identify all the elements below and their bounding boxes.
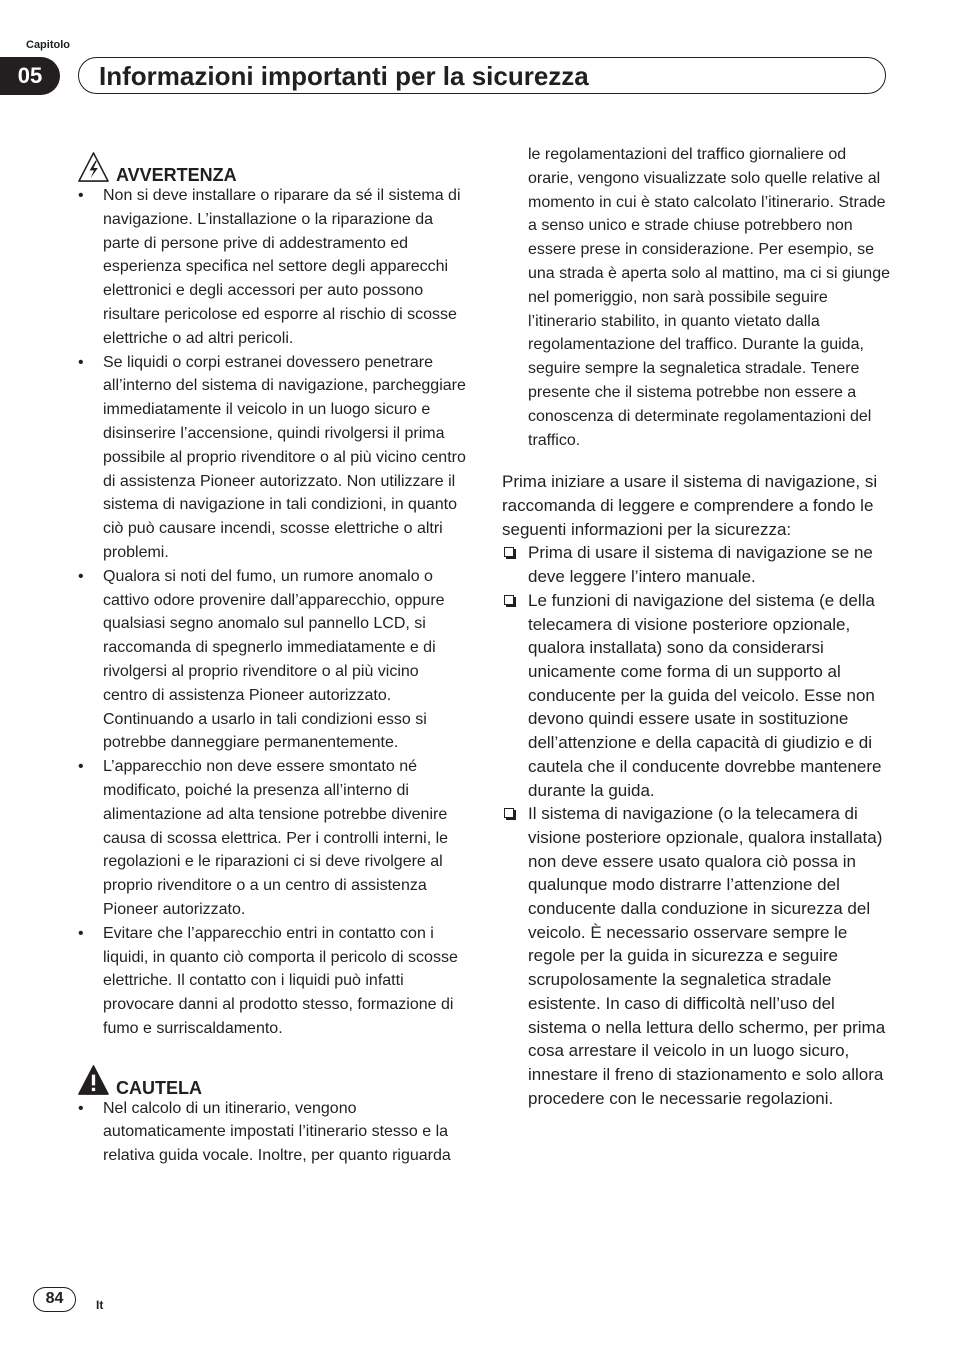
- list-item: • Se liquidi o corpi estranei dovessero penetrare all’interno del sistema di navigazione, parcheggiare immediatamente il veicolo in un luogo sicuro e disinserire l’accensione, quindi rivolgersi il prima possibile al proprio rivenditore o al più vicino centro di assistenza Pioneer autorizzato. Non utilizzare il sistema di navigazione in tali condizioni, in quanto ciò può causare incendi, scosse elettriche o altri problemi.: [77, 351, 467, 565]
- list-item: • L’apparecchio non deve essere smontato né modificato, poiché la presenza all’interno di alimentazione ad alta tensione potrebbe divenire causa di scossa elettrica. Per i controlli interni, le regolazioni e le riparazioni ci si deve rivolgere al proprio rivenditore o a un centro di assistenza Pioneer autorizzato.: [77, 755, 467, 922]
- chapter-number-badge: 05: [0, 57, 60, 95]
- language-code: It: [96, 1298, 104, 1312]
- page-number: 84: [33, 1287, 76, 1312]
- list-item: Le funzioni di navigazione del sistema (e della telecamera di visione posteriore opzionale, qualora installata) sono da considerarsi unicamente come forma di un supporto al conducente per la guida del veicolo. Esse non devono quindi essere usate in sostituzione dell’attenzione e della capacità di giudizio e di cautela che il conducente dovrebbe mantenere durante la guida.: [502, 589, 894, 802]
- list-item: Prima di usare il sistema di navigazione se ne deve leggere l’intero manuale.: [502, 541, 894, 588]
- warning-heading: [77, 146, 467, 184]
- list-item: • Non si deve installare o riparare da sé il sistema di navigazione. L’installazione o la riparazione da parte di persone prive di addestramento ed esperienza specifica nel settore degli apparecchi elettronici e degli accessori per auto possono risultare pericolose ed esporre al rischio di scosse elettriche o ad altri pericoli.: [77, 184, 467, 351]
- caution-continued: le regolamentazioni del traffico giornaliere od orarie, vengono visualizzate solo quelle relative al momento in cui è stato calcolato l’itinerario. Strade a senso unico e strade chiuse potrebbero non essere prese in considerazione. Per esempio, se una strada è aperta solo al mattino, ma ci si giunge nel pomeriggio, non sarà possibile seguire l’itinerario stabilito, in quanto vietato dalla regolamentazione del traffico. Durante la guida, seguire sempre la segnaletica stradale. Tenere presente che il sistema potrebbe non essere a conoscenza di determinate regolamentazioni del traffico.: [528, 146, 890, 449]
- caution-heading: [77, 1059, 467, 1097]
- intro-paragraph: Prima iniziare a usare il sistema di navigazione, si raccomanda di leggere e comprendere a fondo le seguenti informazioni per la sicurezza:: [502, 472, 878, 539]
- caution-exclamation-icon: [77, 1064, 110, 1097]
- left-column: [77, 146, 467, 1168]
- list-item: • Nel calcolo di un itinerario, vengono automaticamente impostati l’itinerario stesso e la relativa guida vocale. Inoltre, per quanto riguarda: [77, 1097, 467, 1168]
- title-bar: [78, 57, 886, 94]
- warning-list: [77, 184, 467, 1041]
- chapter-label: Capitolo: [26, 39, 70, 51]
- warning-triangle-icon: [77, 151, 110, 184]
- list-item: Il sistema di navigazione (o la telecamera di visione posteriore opzionale, qualora installata) non deve essere usato qualora ciò possa in qualunque modo distrarre l’attenzione del conducente dalla conduzione in sicurezza del veicolo. È necessario osservare sempre le regole per la guida in sicurezza e seguire scrupolosamente la segnaletica stradale esistente. In caso di difficoltà nell’uso del sistema o nella lettura dello schermo, per prima cosa arrestare il veicolo in un luogo sicuro, innestare il freno di stazionamento e solo allora procedere con le necessarie regolazioni.: [502, 802, 894, 1110]
- right-column: [502, 143, 894, 1110]
- page-title: Informazioni importanti per la sicurezza: [99, 61, 589, 91]
- list-item: • Evitare che l’apparecchio entri in contatto con i liquidi, in quanto ciò comporta il pericolo di scosse elettriche. Il contatto con i liquidi può infatti provocare danni al prodotto stesso, formazione di fumo e surriscaldamento.: [77, 922, 467, 1041]
- caution-title: CAUTELA: [116, 1077, 202, 1098]
- warning-title: AVVERTENZA: [116, 165, 237, 185]
- list-item: • Qualora si noti del fumo, un rumore anomalo o cattivo odore provenire dall’apparecchio, oppure qualsiasi segno anomalo sul pannello LCD, si raccomanda di spegnerlo immediatamente e di rivolgersi al proprio rivenditore o al più vicino centro di assistenza Pioneer autorizzato. Continuando a usarlo in tali condizioni esso si potrebbe danneggiare permanentemente.: [77, 565, 467, 755]
- caution-list: [77, 1097, 467, 1168]
- notes-list: [502, 541, 894, 1110]
